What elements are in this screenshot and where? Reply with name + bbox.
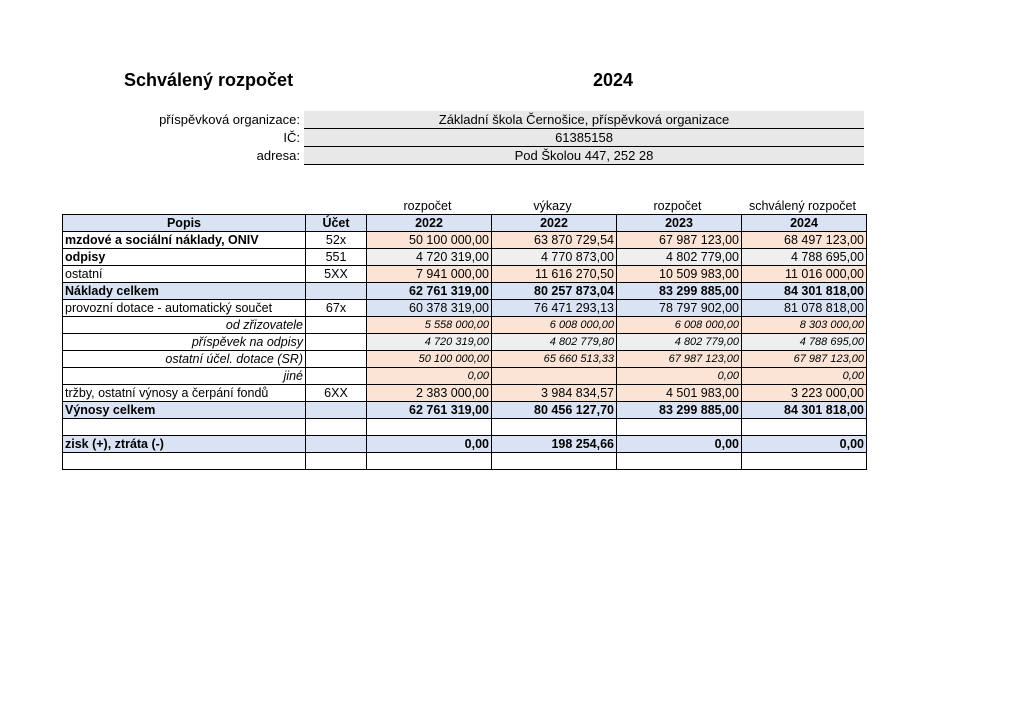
cell-ucet [306, 368, 367, 385]
cell-value: 67 987 123,00 [617, 232, 742, 249]
cell-ucet [306, 419, 367, 436]
cell-popis [63, 419, 306, 436]
table-row [63, 334, 867, 351]
cell-popis: zisk (+), ztráta (-) [63, 436, 306, 453]
cell-value: 80 257 873,04 [492, 283, 617, 300]
cell-ucet: 67x [306, 300, 367, 317]
cell-value: 81 078 818,00 [742, 300, 867, 317]
header-popis: Popis [63, 215, 306, 232]
cell-value: 3 984 834,57 [492, 385, 617, 402]
column-group-label: rozpočet [403, 199, 452, 213]
cell-popis: tržby, ostatní výnosy a čerpání fondů [63, 385, 306, 402]
cell-value [617, 453, 742, 470]
cell-value: 67 987 123,00 [617, 351, 742, 368]
header-year: 2022 [492, 215, 617, 232]
cell-ucet: 6XX [306, 385, 367, 402]
cell-popis: od zřizovatele [63, 317, 306, 334]
table-header-row [63, 215, 867, 232]
cell-ucet: 52x [306, 232, 367, 249]
cell-value: 11 016 000,00 [742, 266, 867, 283]
cell-value: 63 870 729,54 [492, 232, 617, 249]
table-row [63, 232, 867, 249]
cell-value: 6 008 000,00 [617, 317, 742, 334]
table-row [63, 436, 867, 453]
cell-value: 84 301 818,00 [742, 402, 867, 419]
cell-value: 4 720 319,00 [367, 249, 492, 266]
cell-value: 78 797 902,00 [617, 300, 742, 317]
cell-value: 4 501 983,00 [617, 385, 742, 402]
cell-popis: odpisy [63, 249, 306, 266]
table-row [63, 249, 867, 266]
cell-value: 7 941 000,00 [367, 266, 492, 283]
cell-ucet [306, 436, 367, 453]
document-title: Schválený rozpočet [124, 70, 294, 90]
cell-value [617, 419, 742, 436]
table-row [63, 283, 867, 300]
cell-value: 83 299 885,00 [617, 283, 742, 300]
cell-value: 3 223 000,00 [742, 385, 867, 402]
table-row [63, 368, 867, 385]
org-label: IČ: [283, 130, 300, 145]
cell-popis: ostatní [63, 266, 306, 283]
cell-value: 65 660 513,33 [492, 351, 617, 368]
cell-ucet [306, 283, 367, 300]
org-label: příspěvková organizace: [159, 112, 300, 128]
cell-value: 4 802 779,00 [617, 249, 742, 266]
column-group-label: schválený rozpočet [748, 199, 856, 213]
header-year: 2024 [742, 215, 867, 232]
cell-value: 50 100 000,00 [367, 351, 492, 368]
column-group-label: výkazy [533, 199, 572, 213]
cell-value: 0,00 [617, 436, 742, 453]
org-value: Základní škola Černošice, příspěvková organizace [304, 111, 864, 129]
cell-ucet [306, 317, 367, 334]
cell-value: 10 509 983,00 [617, 266, 742, 283]
cell-value [492, 368, 617, 385]
cell-popis: jiné [63, 368, 306, 385]
table-row [63, 453, 867, 470]
header-ucet: Účet [306, 215, 367, 232]
cell-value [742, 453, 867, 470]
cell-value: 62 761 319,00 [367, 283, 492, 300]
cell-value: 84 301 818,00 [742, 283, 867, 300]
cell-value: 0,00 [742, 436, 867, 453]
cell-value: 11 616 270,50 [492, 266, 617, 283]
cell-value: 80 456 127,70 [492, 402, 617, 419]
cell-popis: Náklady celkem [63, 283, 306, 300]
budget-body [63, 232, 867, 470]
cell-ucet: 551 [306, 249, 367, 266]
cell-value: 4 802 779,00 [617, 334, 742, 351]
table-row [63, 351, 867, 368]
cell-value: 50 100 000,00 [367, 232, 492, 249]
cell-value: 2 383 000,00 [367, 385, 492, 402]
document-year: 2024 [593, 70, 634, 90]
cell-value: 6 008 000,00 [492, 317, 617, 334]
cell-value: 83 299 885,00 [617, 402, 742, 419]
cell-value: 4 720 319,00 [367, 334, 492, 351]
table-row [63, 419, 867, 436]
cell-value [367, 419, 492, 436]
table-row [63, 317, 867, 334]
cell-value: 0,00 [617, 368, 742, 385]
cell-value: 0,00 [367, 436, 492, 453]
table-row [63, 300, 867, 317]
org-row-ic [60, 129, 864, 147]
cell-value: 0,00 [742, 368, 867, 385]
table-row [63, 402, 867, 419]
cell-ucet [306, 351, 367, 368]
cell-ucet: 5XX [306, 266, 367, 283]
header-year: 2023 [617, 215, 742, 232]
org-row-organization [60, 111, 864, 129]
cell-value: 4 788 695,00 [742, 334, 867, 351]
cell-popis [63, 453, 306, 470]
cell-value: 8 303 000,00 [742, 317, 867, 334]
org-value: 61385158 [304, 129, 864, 147]
cell-value: 62 761 319,00 [367, 402, 492, 419]
cell-popis: ostatní účel. dotace (SR) [63, 351, 306, 368]
cell-ucet [306, 334, 367, 351]
cell-value: 4 802 779,80 [492, 334, 617, 351]
table-row [63, 266, 867, 283]
cell-value: 76 471 293,13 [492, 300, 617, 317]
cell-ucet [306, 402, 367, 419]
budget-table [62, 214, 867, 470]
cell-value: 0,00 [367, 368, 492, 385]
cell-value: 4 788 695,00 [742, 249, 867, 266]
cell-value: 5 558 000,00 [367, 317, 492, 334]
cell-value: 4 770 873,00 [492, 249, 617, 266]
header-year: 2022 [367, 215, 492, 232]
cell-ucet [306, 453, 367, 470]
column-group-label: rozpočet [653, 199, 702, 213]
cell-value: 60 378 319,00 [367, 300, 492, 317]
org-label: adresa: [256, 148, 300, 163]
cell-popis: mzdové a sociální náklady, ONIV [63, 232, 306, 249]
column-group-headers [365, 199, 865, 214]
cell-value: 68 497 123,00 [742, 232, 867, 249]
cell-popis: provozní dotace - automatický součet [63, 300, 306, 317]
cell-value [367, 453, 492, 470]
cell-popis: Výnosy celkem [63, 402, 306, 419]
org-row-address [60, 147, 864, 165]
cell-value: 198 254,66 [492, 436, 617, 453]
cell-value [492, 453, 617, 470]
cell-popis: příspěvek na odpisy [63, 334, 306, 351]
org-value: Pod Školou 447, 252 28 [304, 147, 864, 165]
table-row [63, 385, 867, 402]
cell-value: 67 987 123,00 [742, 351, 867, 368]
organization-info [60, 111, 864, 165]
cell-value [492, 419, 617, 436]
cell-value [742, 419, 867, 436]
